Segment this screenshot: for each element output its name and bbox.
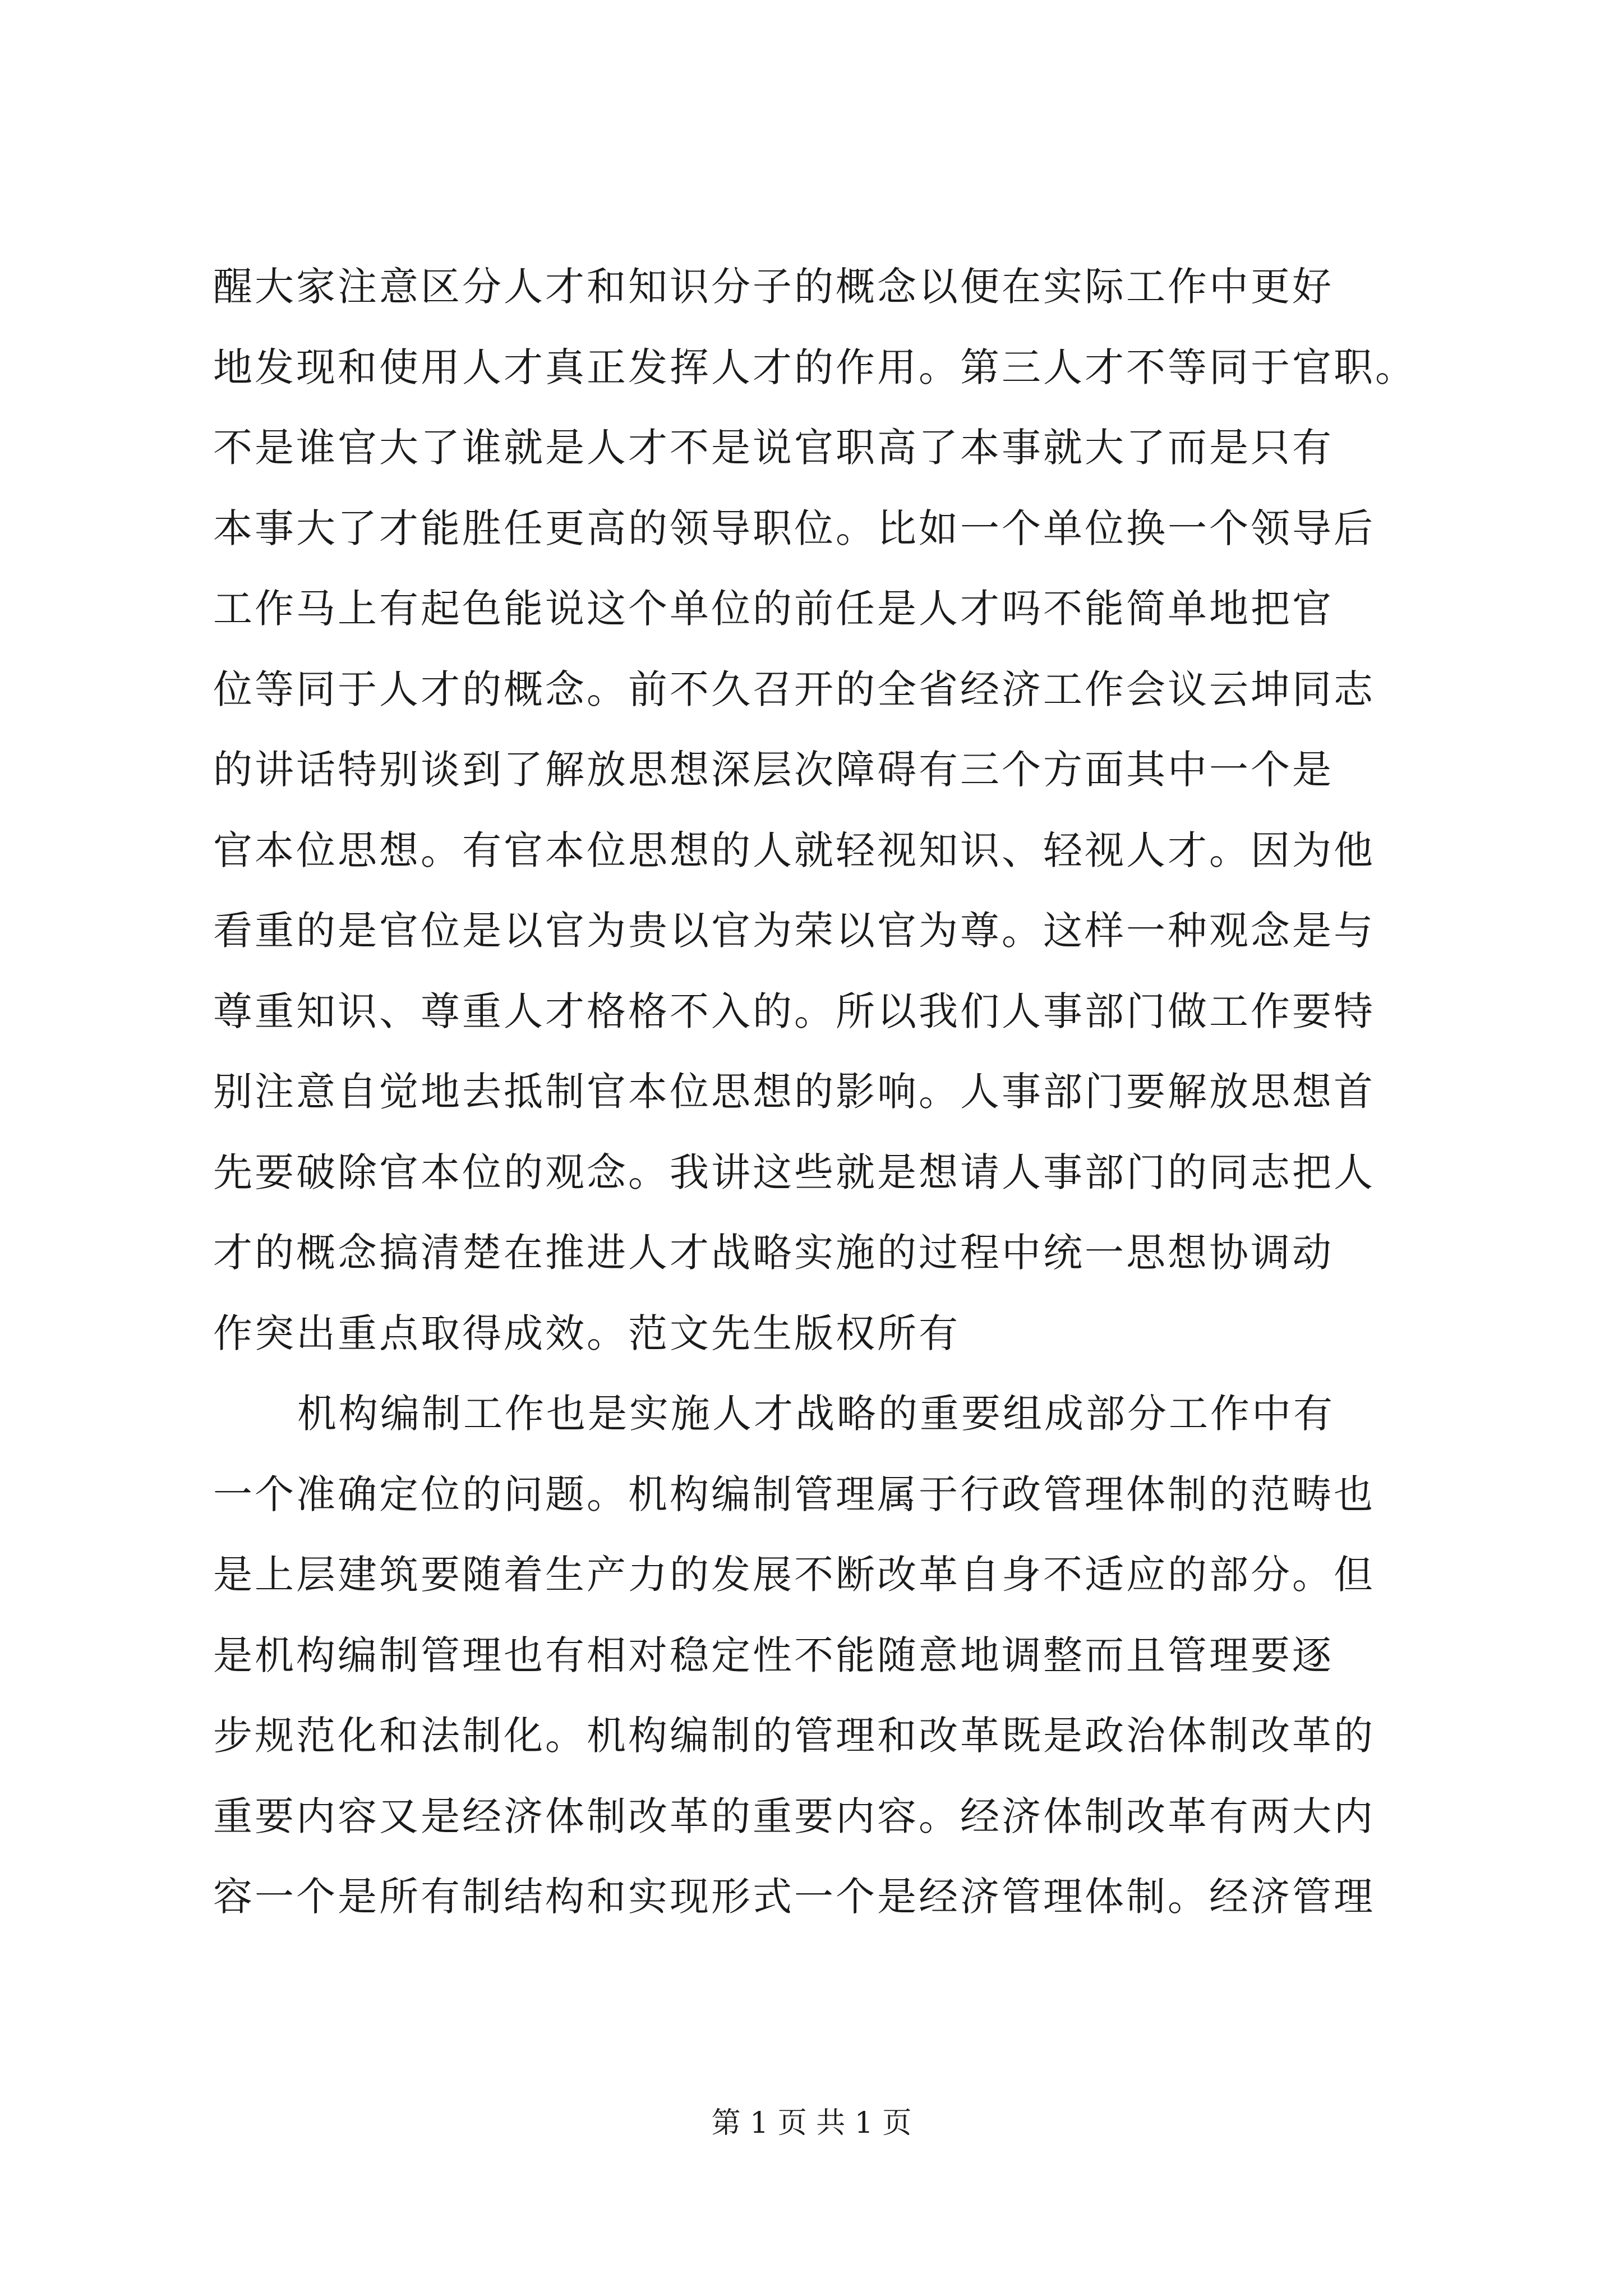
text-line: 地发现和使用人才真正发挥人才的作用。第三人才不等同于官职。 xyxy=(213,344,1417,390)
text-line: 本事大了才能胜任更高的领导职位。比如一个单位换一个领导后 xyxy=(213,505,1375,551)
text-line: 机构编制工作也是实施人才战略的重要组成部分工作中有 xyxy=(297,1391,1335,1437)
page-number-label: 第 1 页 共 1 页 xyxy=(711,2106,912,2140)
text-line: 工作马上有起色能说这个单位的前任是人才吗不能简单地把官 xyxy=(213,586,1334,632)
text-line: 官本位思想。有官本位思想的人就轻视知识、轻视人才。因为他 xyxy=(213,827,1375,873)
paragraph-1 xyxy=(213,247,1447,1374)
text-line: 醒大家注意区分人才和知识分子的概念以便在实际工作中更好 xyxy=(213,264,1334,310)
text-line: 才的概念搞清楚在推进人才战略实施的过程中统一思想协调动 xyxy=(213,1230,1334,1276)
text-line: 重要内容又是经济体制改革的重要内容。经济体制改革有两大内 xyxy=(213,1793,1375,1839)
text-line: 的讲话特别谈到了解放思想深层次障碍有三个方面其中一个是 xyxy=(213,747,1334,793)
text-line: 先要破除官本位的观念。我讲这些就是想请人事部门的同志把人 xyxy=(213,1149,1375,1195)
text-line: 容一个是所有制结构和实现形式一个是经济管理体制。经济管理 xyxy=(213,1874,1375,1920)
paragraph-2 xyxy=(213,1374,1447,1938)
text-line: 是机构编制管理也有相对稳定性不能随意地调整而且管理要逐 xyxy=(213,1632,1334,1678)
text-line: 不是谁官大了谁就是人才不是说官职高了本事就大了而是只有 xyxy=(213,425,1334,471)
text-line: 别注意自觉地去抵制官本位思想的影响。人事部门要解放思想首 xyxy=(213,1069,1375,1115)
text-line: 作突出重点取得成效。范文先生版权所有 xyxy=(213,1310,960,1356)
text-line: 是上层建筑要随着生产力的发展不断改革自身不适应的部分。但 xyxy=(213,1552,1375,1598)
text-line: 位等同于人才的概念。前不久召开的全省经济工作会议云坤同志 xyxy=(213,666,1375,712)
page-footer xyxy=(0,2099,1623,2141)
text-line: 一个准确定位的问题。机构编制管理属于行政管理体制的范畴也 xyxy=(213,1471,1375,1517)
text-line: 看重的是官位是以官为贵以官为荣以官为尊。这样一种观念是与 xyxy=(213,908,1375,954)
document-body xyxy=(213,247,1447,1938)
text-line: 步规范化和法制化。机构编制的管理和改革既是政治体制改革的 xyxy=(213,1713,1375,1759)
text-line: 尊重知识、尊重人才格格不入的。所以我们人事部门做工作要特 xyxy=(213,988,1375,1034)
